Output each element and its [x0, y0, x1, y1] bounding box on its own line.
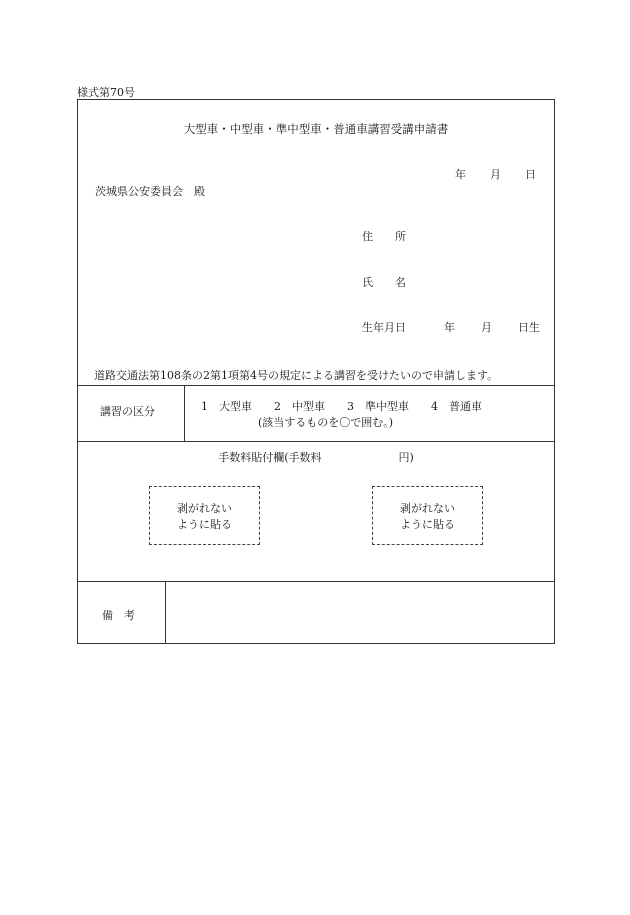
divider [78, 441, 554, 442]
birth-year: 年 [444, 321, 455, 334]
birth-date-line [362, 322, 540, 333]
date-month: 月 [490, 168, 501, 181]
address-label: 住 所 [362, 230, 406, 243]
stamp-instruction: ように貼る [400, 518, 455, 531]
course-class-note: (該当するものを〇で囲む。) [258, 416, 394, 429]
divider [184, 385, 185, 441]
birth-date-label: 生年月日 [362, 321, 406, 334]
fee-stamp-title: 手数料貼付欄(手数料 円) [218, 451, 414, 464]
name-label: 氏 名 [362, 276, 406, 289]
stamp-instruction: 剥がれない [177, 502, 232, 515]
birth-day: 日生 [518, 321, 540, 334]
date-line [455, 169, 536, 180]
birth-month: 月 [481, 321, 492, 334]
form-number: 様式第70号 [77, 86, 135, 99]
declaration: 道路交通法第108条の2第1項第4号の規定による講習を受けたいので申請します。 [94, 369, 499, 382]
divider [78, 385, 554, 386]
date-day: 日 [525, 168, 536, 181]
course-class-options: 1 大型車 2 中型車 3 準中型車 4 普通車 [201, 400, 482, 413]
date-year: 年 [455, 168, 466, 181]
stamp-instruction: 剥がれない [400, 502, 455, 515]
fee-stamp-area-left [149, 486, 260, 545]
stamp-instruction: ように貼る [177, 518, 232, 531]
remarks-field[interactable] [166, 582, 554, 643]
form-title: 大型車・中型車・準中型車・普通車講習受講申請書 [183, 122, 449, 136]
remarks-label: 備 考 [102, 609, 135, 622]
fee-stamp-area-right [372, 486, 483, 545]
course-class-label: 講習の区分 [100, 405, 155, 418]
application-form [77, 99, 555, 644]
addressee: 茨城県公安委員会 殿 [95, 185, 205, 198]
